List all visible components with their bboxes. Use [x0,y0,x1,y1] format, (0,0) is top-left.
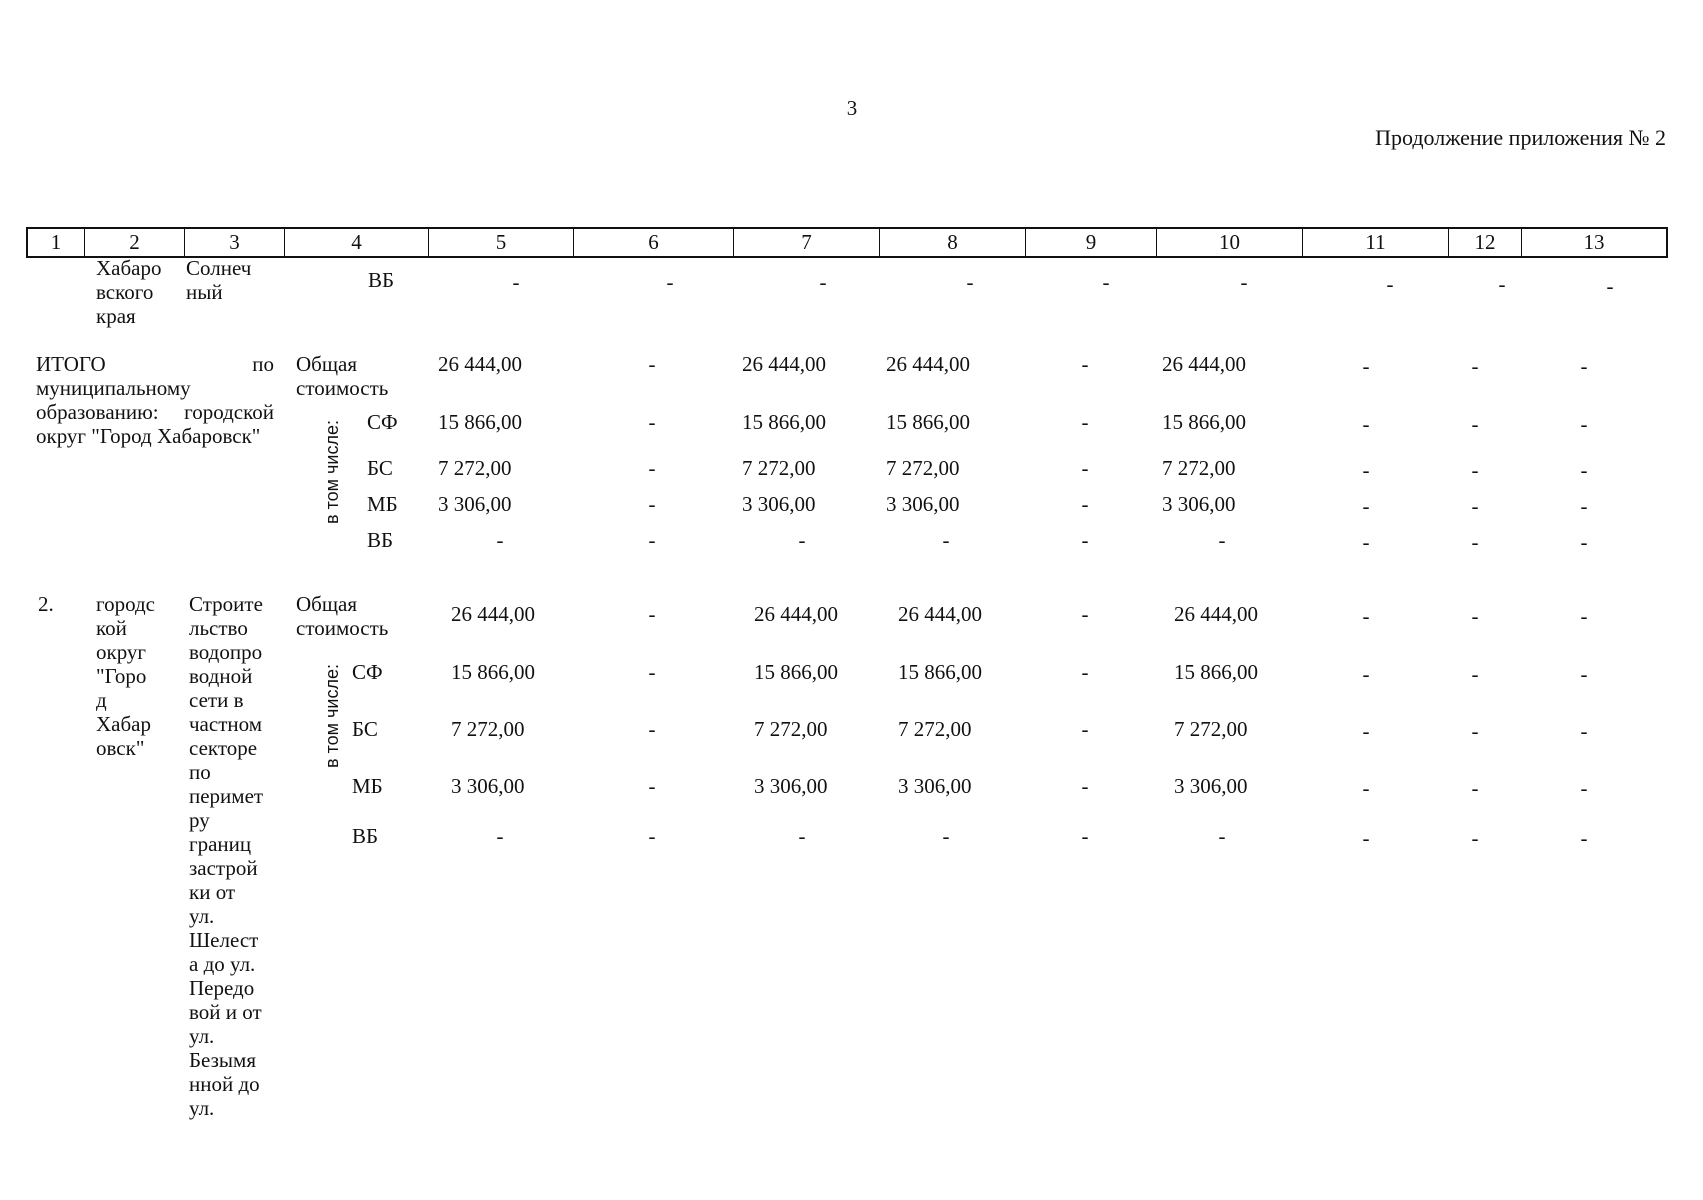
total-row-label: ВБ [367,528,394,552]
item-cell-v5: 15 866,00 [451,660,535,684]
item-cell-v12: - [1471,826,1479,850]
total-cell-v8: 15 866,00 [886,410,970,434]
item-cell-v6: - [648,660,656,684]
total-row-label: СФ [367,410,398,434]
header-col-2: 2 [85,229,185,256]
total-cell-v5: 26 444,00 [438,352,522,376]
total-including-label: в том числе: [322,420,342,524]
item-cell-v13: - [1580,826,1588,850]
item-cell-v10: - [1218,824,1226,848]
item-including-label: в том числе: [322,664,342,768]
total-cell-v9: - [1081,352,1089,376]
item-description: Строите льство водопро водной сети в частном секторе по перимет ру границ застрой ки от ул. Шелест а до ул. Передо вой и от ул. Безымя нной до ул. [189,592,264,1120]
total-cell-v5: - [496,528,504,552]
header-col-13: 13 [1583,230,1605,254]
item-cell-v13: - [1580,719,1588,743]
item-cell-v8: 26 444,00 [898,602,982,626]
item-cell-v11: - [1362,662,1370,686]
total-cell-v8: 7 272,00 [886,456,960,480]
table-header [26,227,1668,258]
item-row-label: МБ [352,774,383,798]
item-cell-v5: 3 306,00 [451,774,525,798]
total-cell-v10: - [1218,528,1226,552]
total-title: ИТОГО по муниципальному образованию: городской округ "Город Хабаровск" [36,352,274,448]
header-col-9: 9 [1026,229,1157,256]
total-cell-v12: - [1471,458,1479,482]
header-col-10: 10 [1157,229,1303,256]
item-cell-v11: - [1362,719,1370,743]
item-cell-v9: - [1081,774,1089,798]
item-cell-v13: - [1580,604,1588,628]
total-cell-v7: 3 306,00 [742,492,816,516]
item-cell-v8: - [942,824,950,848]
total-cell-v11: - [1362,458,1370,482]
total-row-label: БС [367,456,393,480]
vb-top-c9: - [1102,270,1110,294]
item-cell-v9: - [1081,824,1089,848]
total-cell-v12: - [1471,412,1479,436]
total-cell-v11: - [1362,354,1370,378]
item-cell-v7: - [798,824,806,848]
total-cell-v12: - [1471,354,1479,378]
total-cell-v9: - [1081,456,1089,480]
total-cell-v11: - [1362,494,1370,518]
item-row-label: ВБ [352,824,379,848]
total-cell-v13: - [1580,530,1588,554]
item-row-label: БС [352,717,378,741]
item-cell-v8: 15 866,00 [898,660,982,684]
page-number: 3 [846,96,858,120]
total-cell-v12: - [1471,494,1479,518]
vb-top-c5: - [512,270,520,294]
item-cell-v8: 3 306,00 [898,774,972,798]
header-col-8: 8 [880,229,1026,256]
total-cell-v7: 15 866,00 [742,410,826,434]
item-cell-v6: - [648,602,656,626]
vb-top-c8: - [966,270,974,294]
item-cell-v12: - [1471,719,1479,743]
vb-top-c12: - [1498,272,1506,296]
item-number: 2. [38,592,54,616]
total-cell-v8: 3 306,00 [886,492,960,516]
item-cell-v12: - [1471,662,1479,686]
item-cell-v6: - [648,824,656,848]
total-cell-v5: 3 306,00 [438,492,512,516]
header-col-11: 11 [1303,229,1449,256]
vb-label-top: ВБ [368,268,395,292]
item-cell-v11: - [1362,776,1370,800]
vb-top-c11: - [1386,272,1394,296]
item-municipality: городс кой округ "Горо д Хабар овск" [96,592,155,760]
item-cell-v7: 26 444,00 [754,602,838,626]
total-cell-v8: 26 444,00 [886,352,970,376]
total-cell-v6: - [648,456,656,480]
header-col-4: 4 [285,229,429,256]
total-cell-v11: - [1362,530,1370,554]
item-cell-v6: - [648,774,656,798]
item-cell-v5: 7 272,00 [451,717,525,741]
total-cell-v6: - [648,410,656,434]
vb-top-c6: - [666,270,674,294]
total-cell-v9: - [1081,410,1089,434]
total-cell-v13: - [1580,354,1588,378]
item-cell-v9: - [1081,717,1089,741]
total-cost-label: Общая стоимость [296,352,389,400]
header-col-12: 12 [1449,229,1522,256]
total-cell-v6: - [648,528,656,552]
total-cell-v13: - [1580,458,1588,482]
vb-top-c7: - [819,270,827,294]
total-row-label: МБ [367,492,398,516]
total-cell-v6: - [648,492,656,516]
total-cell-v12: - [1471,530,1479,554]
item-cell-v10: 15 866,00 [1174,660,1258,684]
header-col-6: 6 [574,229,734,256]
vb-top-c10: - [1240,270,1248,294]
item-cell-v5: - [496,824,504,848]
total-cell-v5: 7 272,00 [438,456,512,480]
item-cell-v12: - [1471,776,1479,800]
total-cell-v10: 15 866,00 [1162,410,1246,434]
total-cell-v10: 26 444,00 [1162,352,1246,376]
item-cell-v10: 26 444,00 [1174,602,1258,626]
total-cell-v10: 3 306,00 [1162,492,1236,516]
header-col-1: 1 [28,229,85,256]
item-cell-v13: - [1580,662,1588,686]
total-cell-v8: - [942,528,950,552]
item-cell-v5: 26 444,00 [451,602,535,626]
continuation-title: Продолжение приложения № 2 [1375,125,1666,150]
total-cell-v13: - [1580,412,1588,436]
total-cell-v7: - [798,528,806,552]
total-cell-v6: - [648,352,656,376]
item-cost-label: Общая стоимость [296,592,389,640]
district-name: Солнеч ный [186,256,252,304]
item-cell-v7: 7 272,00 [754,717,828,741]
item-cell-v9: - [1081,660,1089,684]
item-cell-v13: - [1580,776,1588,800]
total-cell-v9: - [1081,492,1089,516]
total-cell-v5: 15 866,00 [438,410,522,434]
item-cell-v12: - [1471,604,1479,628]
item-cell-v11: - [1362,604,1370,628]
header-col-7: 7 [734,229,880,256]
header-col-5: 5 [429,229,574,256]
total-cell-v11: - [1362,412,1370,436]
total-cell-v7: 26 444,00 [742,352,826,376]
item-cell-v8: 7 272,00 [898,717,972,741]
item-cell-v6: - [648,717,656,741]
total-cell-v7: 7 272,00 [742,456,816,480]
total-cell-v10: 7 272,00 [1162,456,1236,480]
item-cell-v10: 3 306,00 [1174,774,1248,798]
item-cell-v10: 7 272,00 [1174,717,1248,741]
item-cell-v7: 15 866,00 [754,660,838,684]
header-col-3: 3 [185,229,285,256]
total-cell-v13: - [1580,494,1588,518]
item-row-label: СФ [352,660,383,684]
vb-top-c13: - [1606,274,1614,298]
item-cell-v7: 3 306,00 [754,774,828,798]
total-cell-v9: - [1081,528,1089,552]
region-name: Хабаро вского края [96,256,162,328]
item-cell-v11: - [1362,826,1370,850]
item-cell-v9: - [1081,602,1089,626]
